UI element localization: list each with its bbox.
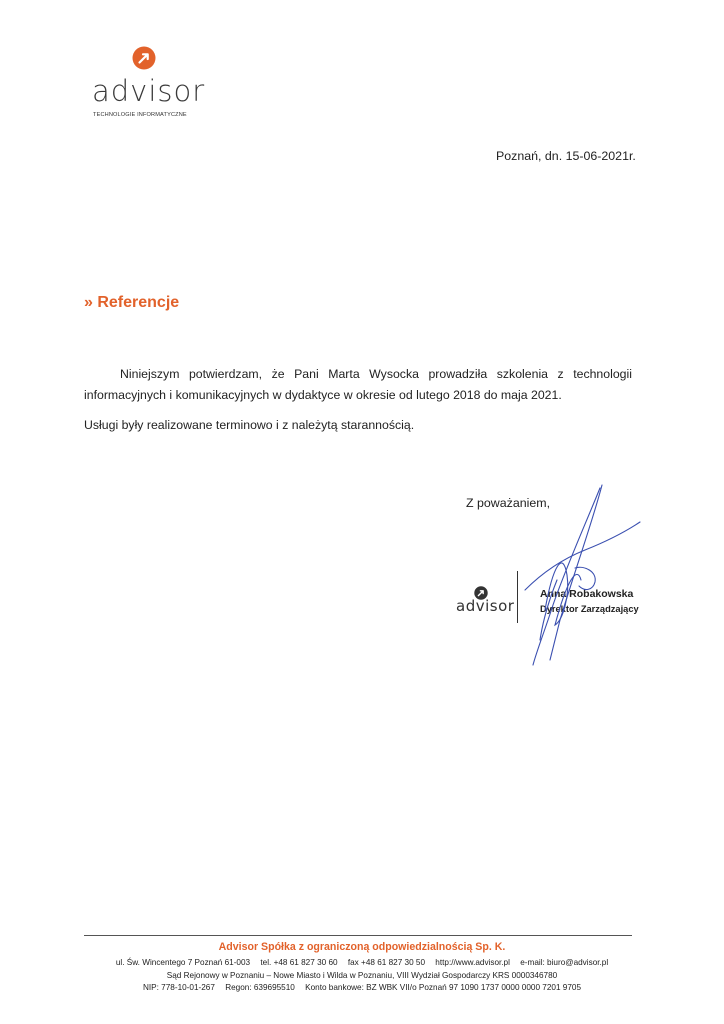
closing-salutation: Z poważaniem, — [466, 496, 551, 510]
document-title: » Referencje — [84, 294, 180, 311]
footer-bank: Konto bankowe: BZ WBK VII/o Poznań 97 1090 1737 0000 0000 7201 9705 — [305, 983, 581, 992]
footer-regon: Regon: 639695510 — [225, 983, 295, 992]
footer-fax: fax +48 61 827 30 50 — [347, 958, 426, 967]
signer-role: Dyrektor Zarządzający — [540, 604, 639, 614]
footer-email: e-mail: biuro@advisor.pl — [520, 958, 609, 967]
footer-nip: NIP: 778-10-01-267 — [142, 983, 215, 992]
footer-contact-row — [0, 958, 724, 967]
footer-divider — [84, 935, 632, 936]
footer-court-row: Sąd Rejonowy w Poznaniu – Nowe Miasto i Wilda w Poznaniu, VIII Wydział Gospodarczy KRS 0000346780 — [166, 971, 558, 980]
handwritten-signature — [505, 480, 655, 670]
footer-registry-row — [0, 983, 724, 992]
footer-company-name: Advisor Spółka z ograniczoną odpowiedzialnością Sp. K. — [218, 941, 506, 953]
letter-body — [84, 364, 632, 436]
logo-wordmark: advisor — [92, 74, 206, 108]
footer-tel: tel. +48 61 827 30 60 — [260, 958, 338, 967]
compass-arrow-icon — [132, 46, 156, 70]
signer-name: Anna Robakowska — [540, 588, 634, 600]
date-line: Poznań, dn. 15-06-2021r. — [496, 149, 636, 163]
signature-logo-wordmark: advisor — [456, 597, 515, 615]
footer-web: http://www.advisor.pl — [435, 958, 510, 967]
body-paragraph-1: Niniejszym potwierdzam, że Pani Marta Wysocka prowadziła szkolenia z technologii informacyjnych i komunikacyjnych w dydaktyce w okresie od lutego 2018 do maja 2021. — [84, 367, 632, 402]
logo-tagline: TECHNOLOGIE INFORMATYCZNE — [93, 112, 187, 118]
body-paragraph-2: Usługi były realizowane terminowo i z należytą starannością. — [84, 418, 415, 432]
footer-address: ul. Św. Wincentego 7 Poznań 61-003 — [115, 958, 251, 967]
